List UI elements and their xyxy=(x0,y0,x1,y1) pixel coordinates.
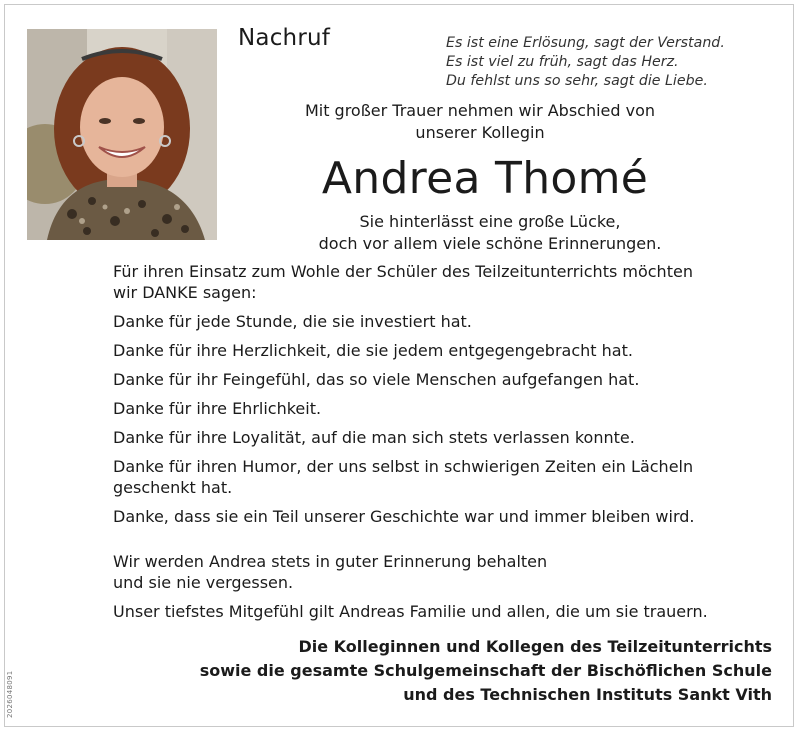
portrait-image xyxy=(27,29,217,240)
intro-line: Mit großer Trauer nehmen wir Abschied von xyxy=(304,101,656,120)
quote-line: Es ist viel zu früh, sagt das Herz. xyxy=(446,54,679,70)
reference-number: 2026048091 xyxy=(6,670,14,718)
thanks-item: Danke für ihre Herzlichkeit, die sie jedem entgegengebracht hat. xyxy=(113,341,633,360)
thanks-item-humor xyxy=(113,456,785,498)
subline-line: doch vor allem viele schöne Erinnerungen. xyxy=(318,234,662,253)
deceased-name: Andrea Thomé xyxy=(321,153,649,204)
closing-line: und sie nie vergessen. xyxy=(113,573,294,592)
thanks-intro-line: Für ihren Einsatz zum Wohle der Schüler des Teilzeitunterrichts möchten xyxy=(113,262,693,281)
closing-text xyxy=(113,551,785,593)
intro-line: unserer Kollegin xyxy=(415,123,545,142)
sympathy-text: Unser tiefstes Mitgefühl gilt Andreas Familie und allen, die um sie trauern. xyxy=(113,602,708,621)
quote-line: Du fehlst uns so sehr, sagt die Liebe. xyxy=(446,73,708,89)
thanks-item: Danke für ihr Feingefühl, das so viele Menschen aufgefangen hat. xyxy=(113,370,640,389)
signature-line: sowie die gesamte Schulgemeinschaft der Bischöflichen Schule xyxy=(199,661,772,680)
thanks-item: Danke für ihre Loyalität, auf die man sich stets verlassen konnte. xyxy=(113,428,635,447)
signature-line: und des Technischen Instituts Sankt Vith xyxy=(403,685,772,704)
intro-text xyxy=(250,100,710,144)
thanks-item: Danke für ihre Ehrlichkeit. xyxy=(113,399,322,418)
thanks-intro xyxy=(113,261,785,303)
thanks-intro-line: wir DANKE sagen: xyxy=(113,283,257,302)
thanks-humor-line: Danke für ihren Humor, der uns selbst in schwierigen Zeiten ein Lächeln xyxy=(113,457,694,476)
thanks-item-last: Danke, dass sie ein Teil unserer Geschichte war und immer bleiben wird. xyxy=(113,507,695,526)
memorial-quote xyxy=(446,34,725,91)
thanks-item: Danke für jede Stunde, die sie investiert hat. xyxy=(113,312,472,331)
signature-line: Die Kolleginnen und Kollegen des Teilzeitunterrichts xyxy=(298,637,772,656)
thanks-humor-line: geschenkt hat. xyxy=(113,478,233,497)
closing-line: Wir werden Andrea stets in guter Erinnerung behalten xyxy=(113,552,548,571)
subline-text xyxy=(250,211,730,255)
quote-line: Es ist eine Erlösung, sagt der Verstand. xyxy=(446,35,725,51)
subline-line: Sie hinterlässt eine große Lücke, xyxy=(359,212,621,231)
thanks-section xyxy=(113,261,785,527)
portrait-photo xyxy=(27,29,217,240)
signature-block xyxy=(112,635,772,707)
obituary-heading: Nachruf xyxy=(238,25,331,51)
